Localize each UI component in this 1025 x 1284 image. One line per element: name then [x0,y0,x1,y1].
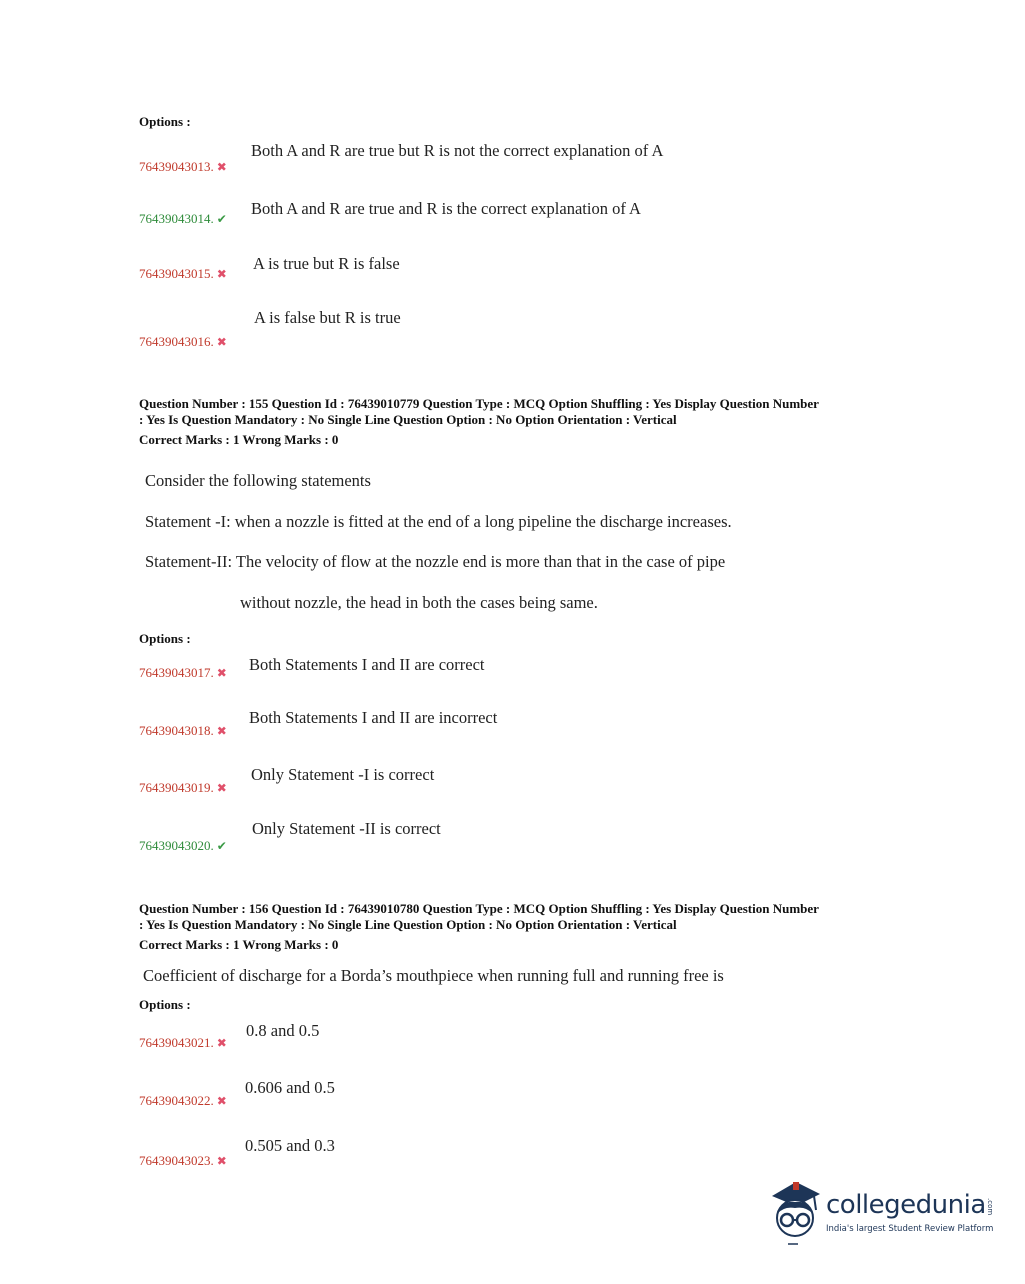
wrong-mark-icon: ✖ [216,781,227,795]
question-meta: : Yes Is Question Mandatory : No Single Line Question Option : No Option Orientation : Vertical [139,917,677,932]
option-text: Only Statement -I is correct [251,765,435,784]
question-meta: Question Number : 156 Question Id : 76439010780 Question Type : MCQ Option Shuffling : Yes Display Question Number [139,901,819,916]
options-label: Options : [139,114,191,129]
wrong-mark-icon: ✖ [216,160,227,174]
wrong-mark-icon: ✖ [216,1154,227,1168]
logo-suffix: .com [986,1198,994,1216]
option-text: Both A and R are true but R is not the correct explanation of A [251,141,664,160]
correct-check-icon: ✔ [216,839,227,853]
option-id: 76439043021. ✖ [139,1035,227,1050]
option-id: 76439043018. ✖ [139,723,227,738]
question-text: Statement -I: when a nozzle is fitted at the end of a long pipeline the discharge increases. [145,512,732,531]
wrong-mark-icon: ✖ [216,335,227,349]
option-text: Only Statement -II is correct [252,819,441,838]
wrong-mark-icon: ✖ [216,267,227,281]
option-id: 76439043023. ✖ [139,1153,227,1168]
correct-check-icon: ✔ [216,212,227,226]
options-label: Options : [139,997,191,1012]
option-text: A is false but R is true [254,308,401,327]
question-text: Consider the following statements [145,471,371,490]
wrong-mark-icon: ✖ [216,666,227,680]
option-text: 0.505 and 0.3 [245,1136,335,1155]
question-marks: Correct Marks : 1 Wrong Marks : 0 [139,432,339,447]
question-text: without nozzle, the head in both the cases being same. [240,593,598,612]
option-text: A is true but R is false [253,254,400,273]
options-label: Options : [139,631,191,646]
question-marks: Correct Marks : 1 Wrong Marks : 0 [139,937,339,952]
option-text: 0.8 and 0.5 [246,1021,320,1040]
option-text: Both Statements I and II are correct [249,655,485,674]
option-id: 76439043019. ✖ [139,780,227,795]
mascot-icon [766,1178,824,1248]
wrong-mark-icon: ✖ [216,1036,227,1050]
logo-tagline: India's largest Student Review Platform [826,1224,994,1234]
option-text: 0.606 and 0.5 [245,1078,335,1097]
wrong-mark-icon: ✖ [216,724,227,738]
question-meta: : Yes Is Question Mandatory : No Single Line Question Option : No Option Orientation : Vertical [139,412,677,427]
collegedunia-logo [766,1178,996,1248]
wrong-mark-icon: ✖ [216,1094,227,1108]
option-id: 76439043017. ✖ [139,665,227,680]
option-id: 76439043014. ✔ [139,211,227,226]
option-id: 76439043015. ✖ [139,266,227,281]
logo-wordmark: collegedunia [826,1190,986,1220]
option-id: 76439043020. ✔ [139,838,227,853]
option-id: 76439043022. ✖ [139,1093,227,1108]
question-text: Coefficient of discharge for a Borda’s mouthpiece when running full and running free is [143,966,724,985]
option-id: 76439043016. ✖ [139,334,227,349]
option-text: Both A and R are true and R is the correct explanation of A [251,199,641,218]
question-text: Statement-II: The velocity of flow at the nozzle end is more than that in the case of pipe [145,552,726,571]
question-meta: Question Number : 155 Question Id : 76439010779 Question Type : MCQ Option Shuffling : Yes Display Question Number [139,396,819,411]
option-id: 76439043013. ✖ [139,159,227,174]
option-text: Both Statements I and II are incorrect [249,708,498,727]
